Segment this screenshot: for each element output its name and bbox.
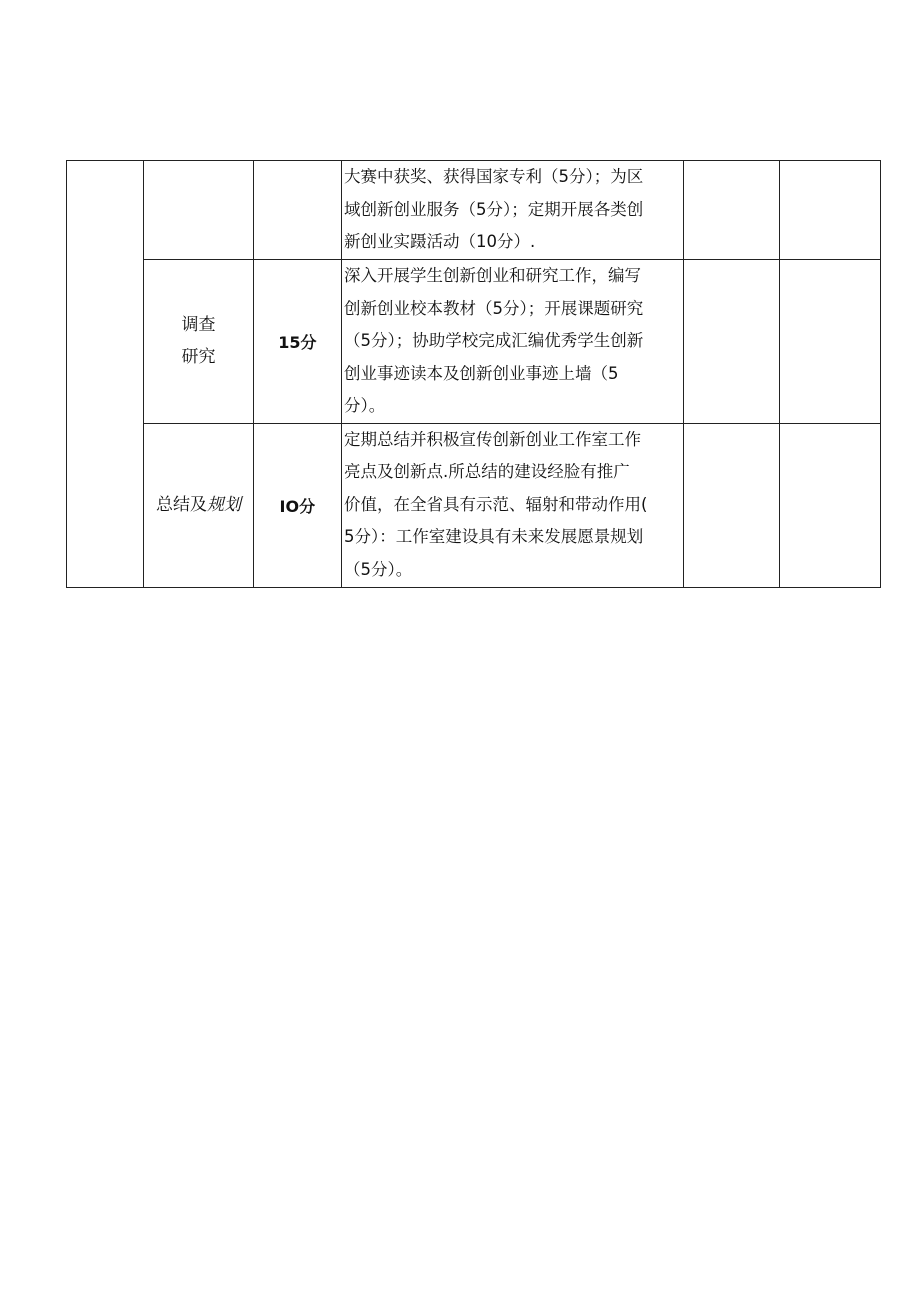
category-label: 调查 (181, 315, 216, 336)
criteria-line: 定期总结并积极宣传创新创业工作室工作 (343, 429, 641, 449)
self-score-cell (684, 423, 779, 587)
category-cell (144, 161, 253, 260)
criteria-line: 5分）：工作室建设具有未来发展愿景规划 (343, 527, 644, 546)
criteria-line: 深入开展学生创新创业和研究工作，编写 (343, 266, 641, 285)
category-label-italic: 规划 (206, 495, 241, 515)
self-score-cell (684, 260, 779, 424)
criteria-line: 新创业实蹑活动（10分）. (343, 232, 536, 251)
score-value: 15分 (278, 332, 317, 352)
criteria-line: 价值，在全省具有示范、辐射和带动作用( (343, 494, 648, 514)
score-cell (253, 260, 341, 424)
criteria-cell (341, 161, 683, 260)
score-value: IO分 (279, 496, 316, 516)
evaluation-table (66, 160, 881, 588)
criteria-line: 大赛中获奖、获得国家专利（5分）；为区 (343, 167, 644, 186)
criteria-line: 分）。 (343, 396, 386, 415)
score-cell (253, 423, 341, 587)
criteria-line: 创新创业校本教材（5分）；开展课题研究 (343, 298, 644, 318)
criteria-line: 创业事迹读本及创新创业事迹上墙（5 (343, 363, 619, 383)
criteria-cell (341, 423, 683, 587)
review-score-cell (779, 260, 880, 424)
table-row (67, 161, 881, 260)
criteria-line: （5分）。 (343, 559, 413, 579)
review-score-cell (779, 423, 880, 587)
criteria-line: 亮点及创新点.所总结的建设经脸有推广 (343, 462, 630, 481)
category-label: 总结及 (155, 495, 207, 515)
score-cell (253, 161, 341, 260)
table-row (67, 423, 881, 587)
merged-category-cell (67, 161, 144, 588)
criteria-cell (341, 260, 683, 424)
category-cell (144, 260, 253, 424)
criteria-line: 域创新创业服务（5分）；定期开展各类创 (343, 199, 644, 219)
criteria-line: （5分）；协助学校完成汇编优秀学生创新 (343, 331, 644, 350)
table-row (67, 260, 881, 424)
category-label: 研究 (181, 347, 216, 368)
review-score-cell (779, 161, 880, 260)
category-cell (144, 423, 253, 587)
self-score-cell (684, 161, 779, 260)
